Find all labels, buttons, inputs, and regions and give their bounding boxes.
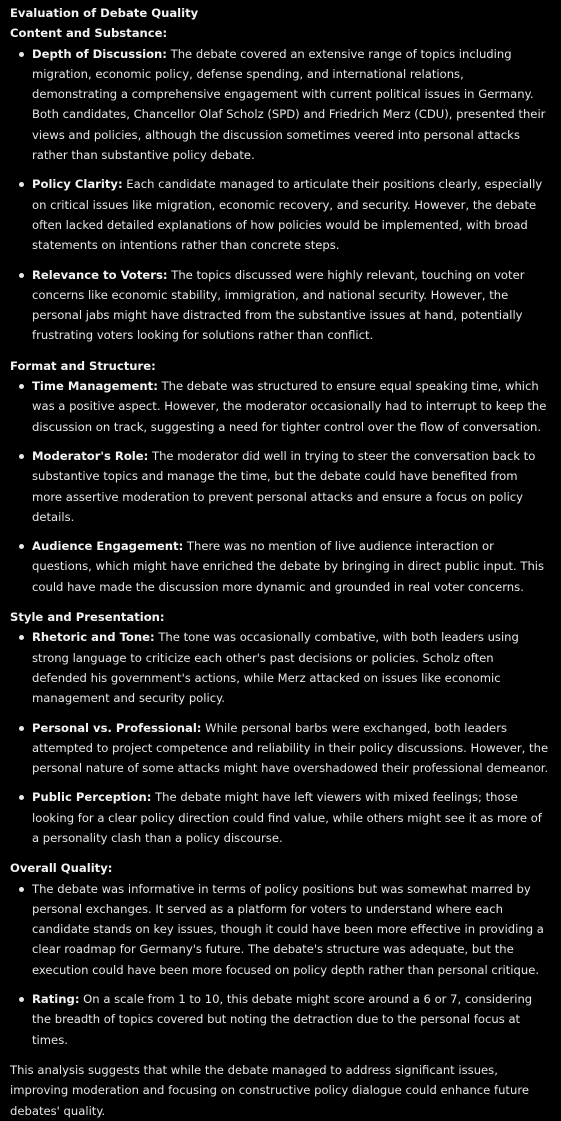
item-term: Personal vs. Professional: xyxy=(32,720,202,735)
item-text: There was no mention of live audience interaction or questions, which might have enriched the debate by bringing in direct public input. This could have made the discussion more dynamic and grounded in real voter concerns. xyxy=(32,539,545,594)
list-item xyxy=(10,787,551,848)
list-item xyxy=(10,174,551,255)
list-item xyxy=(10,376,551,437)
list-item xyxy=(10,265,551,346)
list-item xyxy=(10,718,551,779)
section-heading-overall-quality: Overall Quality: xyxy=(10,861,113,876)
list-item xyxy=(10,989,551,1050)
conclusion-paragraph: This analysis suggests that while the debate managed to address significant issues, improving moderation and focusing on constructive policy dialogue could enhance future debates' quality. xyxy=(10,1062,529,1118)
section-heading-content-substance: Content and Substance: xyxy=(10,26,168,41)
item-term: Relevance to Voters: xyxy=(32,267,168,282)
item-term: Depth of Discussion: xyxy=(32,46,167,61)
item-term: Public Perception: xyxy=(32,790,152,805)
item-term: Moderator's Role: xyxy=(32,448,149,463)
item-text: The debate was structured to ensure equal speaking time, which was a positive aspect. However, the moderator occasionally had to interrupt to keep the discussion on track, suggesting a need for tighter control over the flow of conversation. xyxy=(32,379,547,434)
section-heading-format-structure: Format and Structure: xyxy=(10,358,156,373)
section-list-content-substance xyxy=(10,44,551,346)
list-item xyxy=(10,44,551,166)
item-term: Time Management: xyxy=(32,379,158,394)
document-title: Evaluation of Debate Quality xyxy=(10,6,199,20)
item-term: Audience Engagement: xyxy=(32,539,184,554)
item-text: The debate was informative in terms of policy positions but was somewhat marred by personal exchanges. It served as a platform for voters to understand where each candidate stands on key issues, though it could have been more effective in providing a clear roadmap for Germany's future. The debate's structure was adequate, but the execution could have been more focused on policy depth rather than personal critique. xyxy=(32,881,544,977)
list-item xyxy=(10,627,551,708)
section-heading-style-presentation: Style and Presentation: xyxy=(10,610,165,625)
item-text: Each candidate managed to articulate their positions clearly, especially on critical issues like migration, economic recovery, and security. However, the debate often lacked detailed explanations of how policies would be implemented, with broad statements on intentions rather than concrete steps. xyxy=(32,177,543,253)
item-text: The debate covered an extensive range of topics including migration, economic policy, defense spending, and international relations, demonstrating a comprehensive engagement with current political issues in Germany. Both candidates, Chancellor Olaf Scholz (SPD) and Friedrich Merz (CDU), presented their views and policies, although the discussion sometimes veered into personal attacks rather than substantive policy debate. xyxy=(32,46,546,163)
item-text: The debate might have left viewers with mixed feelings; those looking for a clear policy direction could find value, while others might see it as more of a personality clash than a policy discourse. xyxy=(32,790,542,845)
section-list-style-presentation xyxy=(10,627,551,848)
item-term: Rhetoric and Tone: xyxy=(32,630,155,645)
list-item xyxy=(10,879,551,980)
item-text: The tone was occasionally combative, with both leaders using strong language to criticize each other's past decisions or policies. Scholz often defended his government's actions, while Merz attacked on issues like economic management and security policy. xyxy=(32,630,519,706)
item-text: On a scale from 1 to 10, this debate might score around a 6 or 7, considering the breadth of topics covered but noting the detraction due to the personal focus at times. xyxy=(32,992,533,1047)
section-list-format-structure xyxy=(10,376,551,597)
list-item xyxy=(10,446,551,527)
list-item xyxy=(10,536,551,597)
item-text: While personal barbs were exchanged, both leaders attempted to project competence and reliability in their policy discussions. However, the personal nature of some attacks might have overshadowed their professional demeanor. xyxy=(32,720,549,776)
item-text: The topics discussed were highly relevant, touching on voter concerns like economic stability, immigration, and national security. However, the personal jabs might have distracted from the substantive issues at hand, potentially frustrating voters looking for solutions rather than conflict. xyxy=(32,267,525,343)
item-term: Policy Clarity: xyxy=(32,177,123,192)
section-list-overall-quality xyxy=(10,879,551,1050)
item-term: Rating: xyxy=(32,992,80,1007)
item-text: The moderator did well in trying to steer the conversation back to substantive topics and manage the time, but the debate could have benefited from more assertive moderation to prevent personal attacks and ensure a focus on policy details. xyxy=(32,448,536,524)
